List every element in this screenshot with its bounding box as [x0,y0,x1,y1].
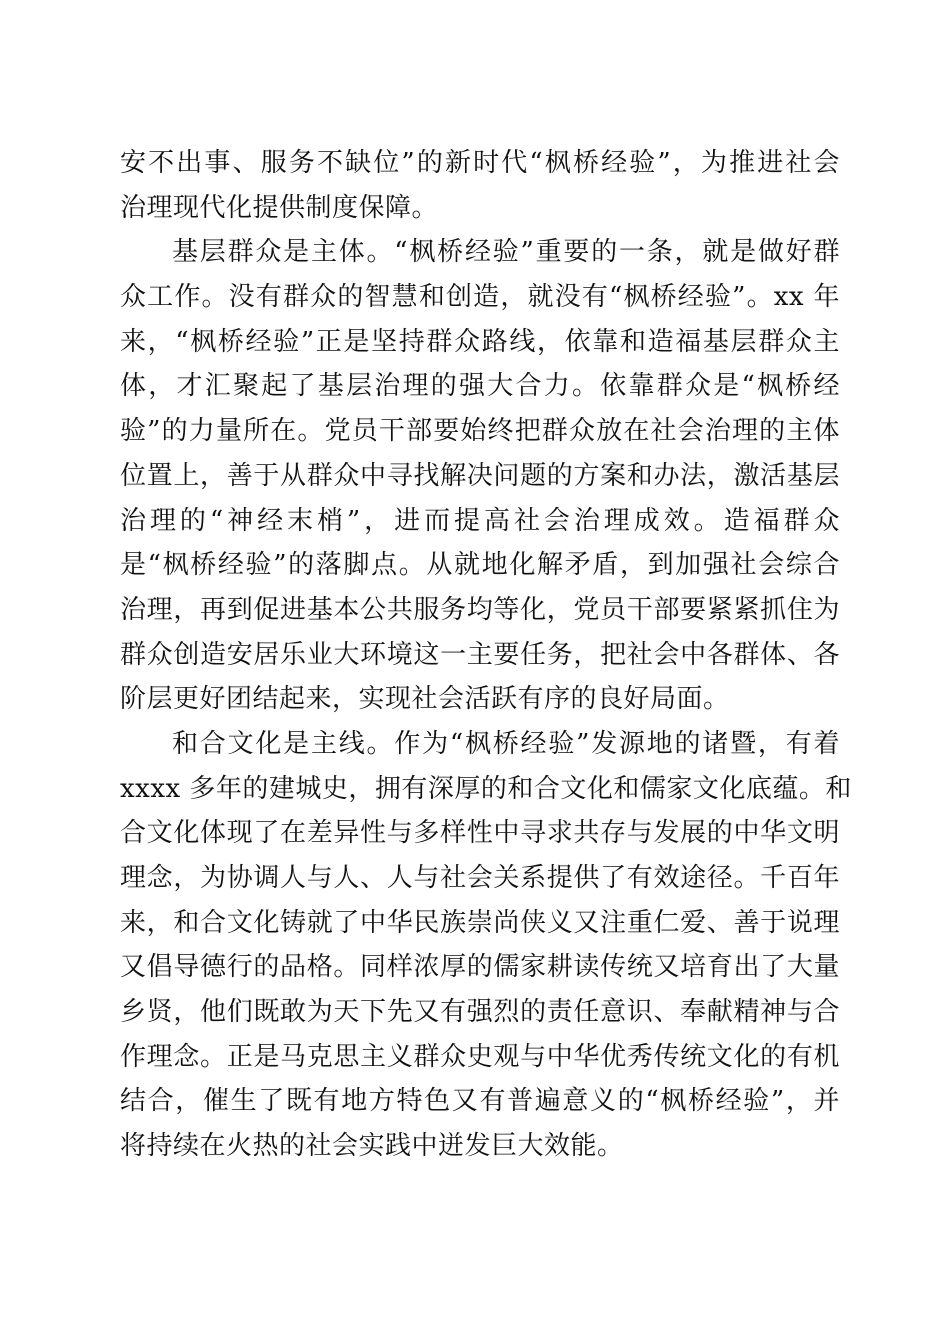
text-line: 来，“枫桥经验”正是坚持群众路线，依靠和造福基层群众主 [120,326,840,357]
text-line: 体，才汇聚起了基层治理的强大合力。依靠群众是“枫桥经 [120,371,840,402]
text-line: 结合，催生了既有地方特色又有普遍意义的“枫桥经验”，并 [120,1086,840,1117]
text-line: 又倡导德行的品格。同样浓厚的儒家耕读传统又培育出了大量 [120,952,840,983]
text-line: 将持续在火热的社会实践中迸发巨大效能。 [120,1131,624,1162]
text-line: 是“枫桥经验”的落脚点。从就地化解矛盾，到加强社会综合 [120,550,840,581]
text-line: 和合文化是主线。作为“枫桥经验”发源地的诸暨，有着 [172,728,840,759]
text-line: 治理，再到促进基本公共服务均等化，党员干部要紧紧抓住为 [120,594,840,625]
paragraph-2 [120,230,840,722]
text-line: 阶层更好团结起来，实现社会活跃有序的良好局面。 [120,684,730,715]
text-line: 治理现代化提供制度保障。 [120,192,439,223]
text-line: 乡贤，他们既敢为天下先又有强烈的责任意识、奉献精神与合 [120,997,840,1028]
text-line: 基层群众是主体。“枫桥经验”重要的一条，就是做好群 [172,237,840,268]
text-line: 作理念。正是马克思主义群众史观与中华优秀传统文化的有机 [120,1041,840,1072]
paragraph-3 [120,722,852,1169]
text-line: 合文化体现了在差异性与多样性中寻求共存与发展的中华文明 [120,818,840,849]
text-line: 来，和合文化铸就了中华民族崇尚侠义又注重仁爱、善于说理 [120,907,840,938]
text-line: 众工作。没有群众的智慧和创造，就没有“枫桥经验”。xx 年 [120,282,840,313]
text-line: 验”的力量所在。党员干部要始终把群众放在社会治理的主体 [120,416,840,447]
paragraph-1 [120,141,840,230]
text-line: 位置上，善于从群众中寻找解决问题的方案和办法，激活基层 [120,460,840,491]
document-body [120,141,852,1169]
text-line: 治理的“神经末梢”，进而提高社会治理成效。造福群众 [120,505,840,536]
text-line: 群众创造安居乐业大环境这一主要任务，把社会中各群体、各 [120,639,840,670]
text-line: 安不出事、服务不缺位”的新时代“枫桥经验”，为推进社会 [120,148,840,178]
text-line: xxxx 多年的建城史，拥有深厚的和合文化和儒家文化底蕴。和 [120,773,852,804]
text-line: 理念，为协调人与人、人与社会关系提供了有效途径。千百年 [120,863,840,893]
